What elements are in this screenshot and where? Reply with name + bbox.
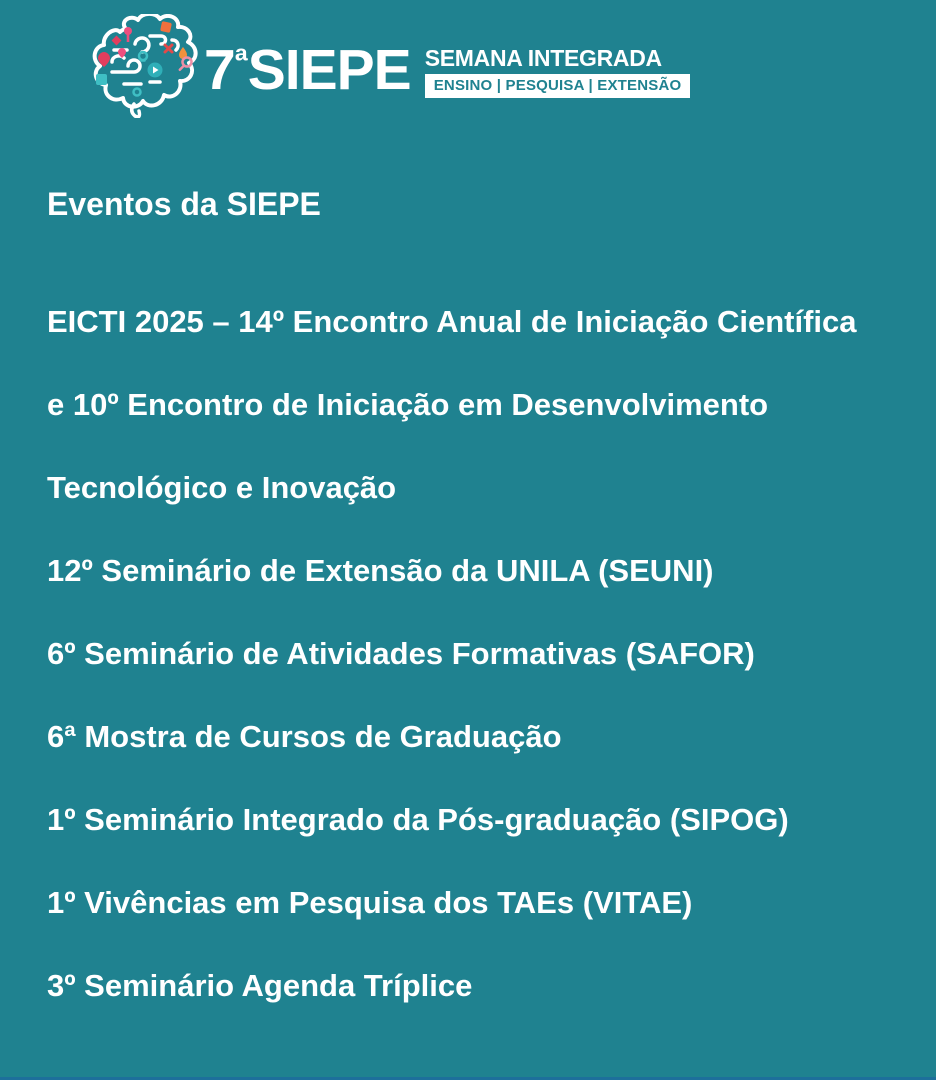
x-mark-icon <box>165 45 172 52</box>
event-line: e 10º Encontro de Iniciação em Desenvolvimento <box>47 387 769 422</box>
tagline-text: SEMANA INTEGRADA <box>424 45 662 72</box>
event-line: EICTI 2025 – 14º Encontro Anual de Iniciação Científica <box>47 304 857 339</box>
teal-square-icon <box>96 74 107 85</box>
diamond-icon <box>112 36 122 46</box>
event-line: 12º Seminário de Extensão da UNILA (SEUNI) <box>47 553 714 588</box>
tagline-badge: ENSINO | PESQUISA | EXTENSÃO <box>425 74 691 98</box>
key-icon <box>124 27 132 42</box>
brain-network-icon <box>88 14 202 118</box>
teal-dot-icon <box>134 89 141 96</box>
brand-edition-ordinal: ª <box>234 41 248 81</box>
event-line: 6ª Mostra de Cursos de Graduação <box>47 719 562 754</box>
brand-edition-number: 7 <box>204 37 235 102</box>
event-list <box>47 280 926 1027</box>
brand-wordmark <box>204 37 411 102</box>
event-line: 3º Seminário Agenda Tríplice <box>47 968 473 1003</box>
play-pin-icon <box>148 63 163 78</box>
event-line: 1º Vivências em Pesquisa dos TAEs (VITAE) <box>47 885 693 920</box>
event-line: 1º Seminário Integrado da Pós-graduação (SIPOG) <box>47 802 789 837</box>
event-line: 6º Seminário de Atividades Formativas (SAFOR) <box>47 636 755 671</box>
page-title: Eventos da SIEPE <box>47 186 321 222</box>
event-line: Tecnológico e Inovação <box>47 470 397 505</box>
siepe-logo <box>88 14 690 118</box>
square-icon <box>160 21 172 33</box>
brand-tagline-block <box>425 46 691 98</box>
brand-name: SIEPE <box>247 37 411 102</box>
